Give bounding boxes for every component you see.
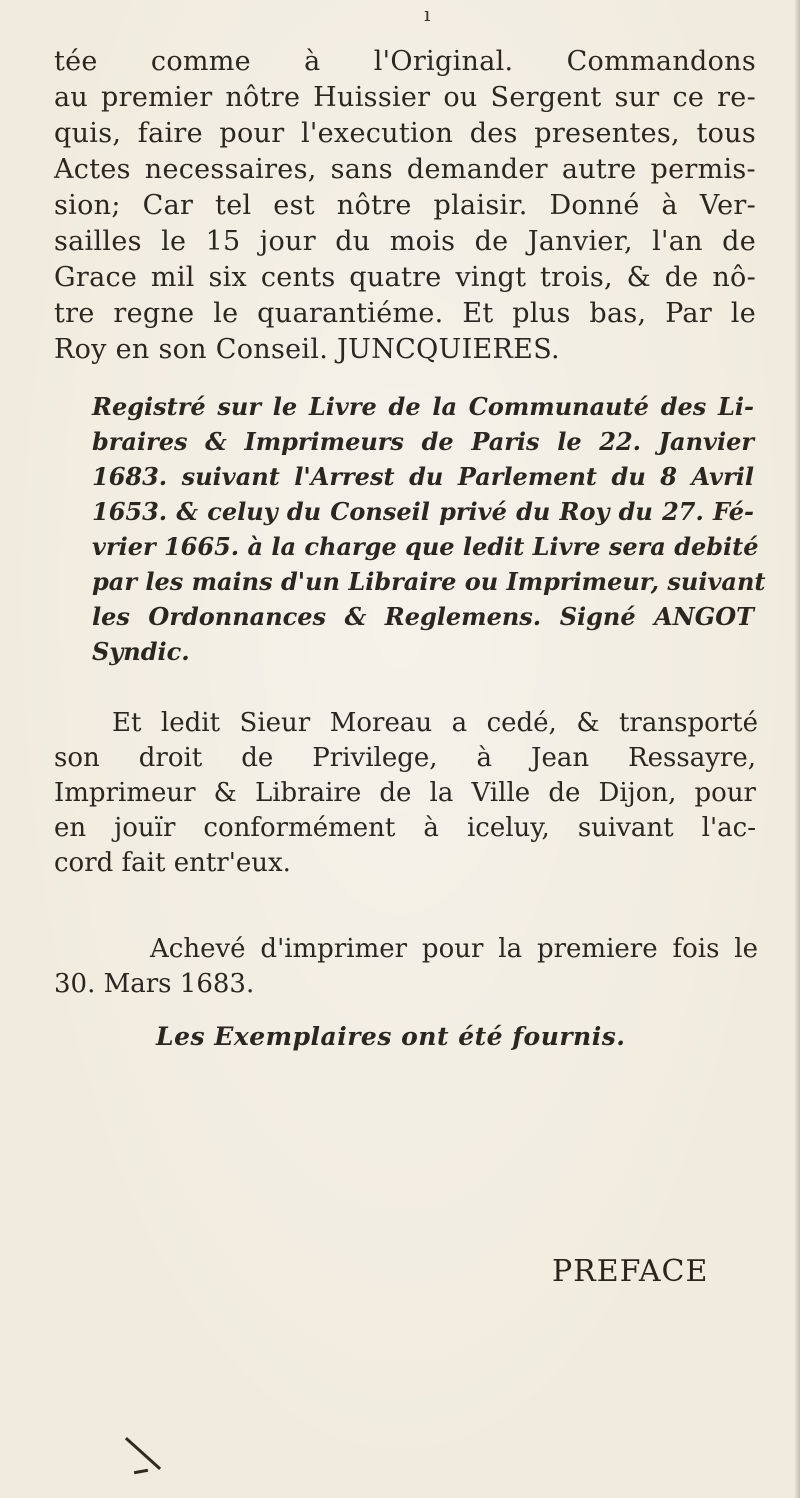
privilege-line: quis, faire pour l'execution des presentes, tous (54, 118, 756, 149)
privilege-line: sion; Car tel est nôtre plaisir. Donné à Ver- (54, 190, 756, 221)
transfer-line: son droit de Privilege, à Jean Ressayre, (54, 743, 756, 773)
achieve-line: Achevé d'imprimer pour la premiere fois le (150, 934, 758, 964)
registration-line: les Ordonnances & Reglemens. Signé ANGOT (92, 602, 754, 631)
privilege-line: tre regne le quarantiéme. Et plus bas, Par le (54, 298, 756, 329)
catchword: PREFACE (552, 1254, 709, 1289)
transfer-line: Imprimeur & Libraire de la Ville de Dijon, pour (54, 778, 756, 808)
registration-paragraph (92, 389, 766, 669)
transfer-paragraph-continued (54, 741, 756, 881)
registration-line: 1683. suivant l'Arrest du Parlement du 8 Avril (92, 462, 754, 491)
transfer-line: cord fait entr'eux. (54, 848, 291, 878)
privilege-line: Actes necessaires, sans demander autre permis- (54, 154, 756, 185)
privilege-line: sailles le 15 jour du mois de Janvier, l'an de (54, 226, 756, 257)
achieve-paragraph-continued (54, 967, 756, 1002)
ink-mark-small (134, 1469, 148, 1474)
privilege-line: tée comme à l'Original. Commandons (54, 46, 756, 77)
achieve-paragraph (150, 932, 758, 967)
transfer-line: Et ledit Sieur Moreau a cedé, & transporté (112, 708, 758, 738)
privilege-paragraph (54, 44, 756, 368)
privilege-signature-line: Roy en son Conseil. JUNCQUIERES. (54, 334, 560, 365)
registration-line: vrier 1665. à la charge que ledit Livre sera debité (92, 532, 759, 561)
privilege-line: au premier nôtre Huissier ou Sergent sur ce re- (54, 82, 756, 113)
header-mark: ı (424, 2, 431, 26)
registration-line: Syndic. (92, 637, 190, 666)
transfer-line: en jouïr conformément à iceluy, suivant l'ac- (54, 813, 756, 843)
transfer-paragraph (112, 706, 758, 741)
registration-line: 1653. & celuy du Conseil privé du Roy du 27. Fé- (92, 497, 754, 526)
ink-mark (125, 1437, 161, 1470)
exemplaires-note: Les Exemplaires ont été fournis. (156, 1022, 626, 1051)
registration-line: par les mains d'un Libraire ou Imprimeur, suivant (92, 567, 766, 596)
achieve-line: 30. Mars 1683. (54, 969, 255, 999)
page-edge-shadow (794, 0, 800, 1498)
registration-line: Registré sur le Livre de la Communauté des Li- (92, 392, 754, 421)
registration-line: braires & Imprimeurs de Paris le 22. Janvier (92, 427, 754, 456)
privilege-line: Grace mil six cents quatre vingt trois, & de nô- (54, 262, 756, 293)
